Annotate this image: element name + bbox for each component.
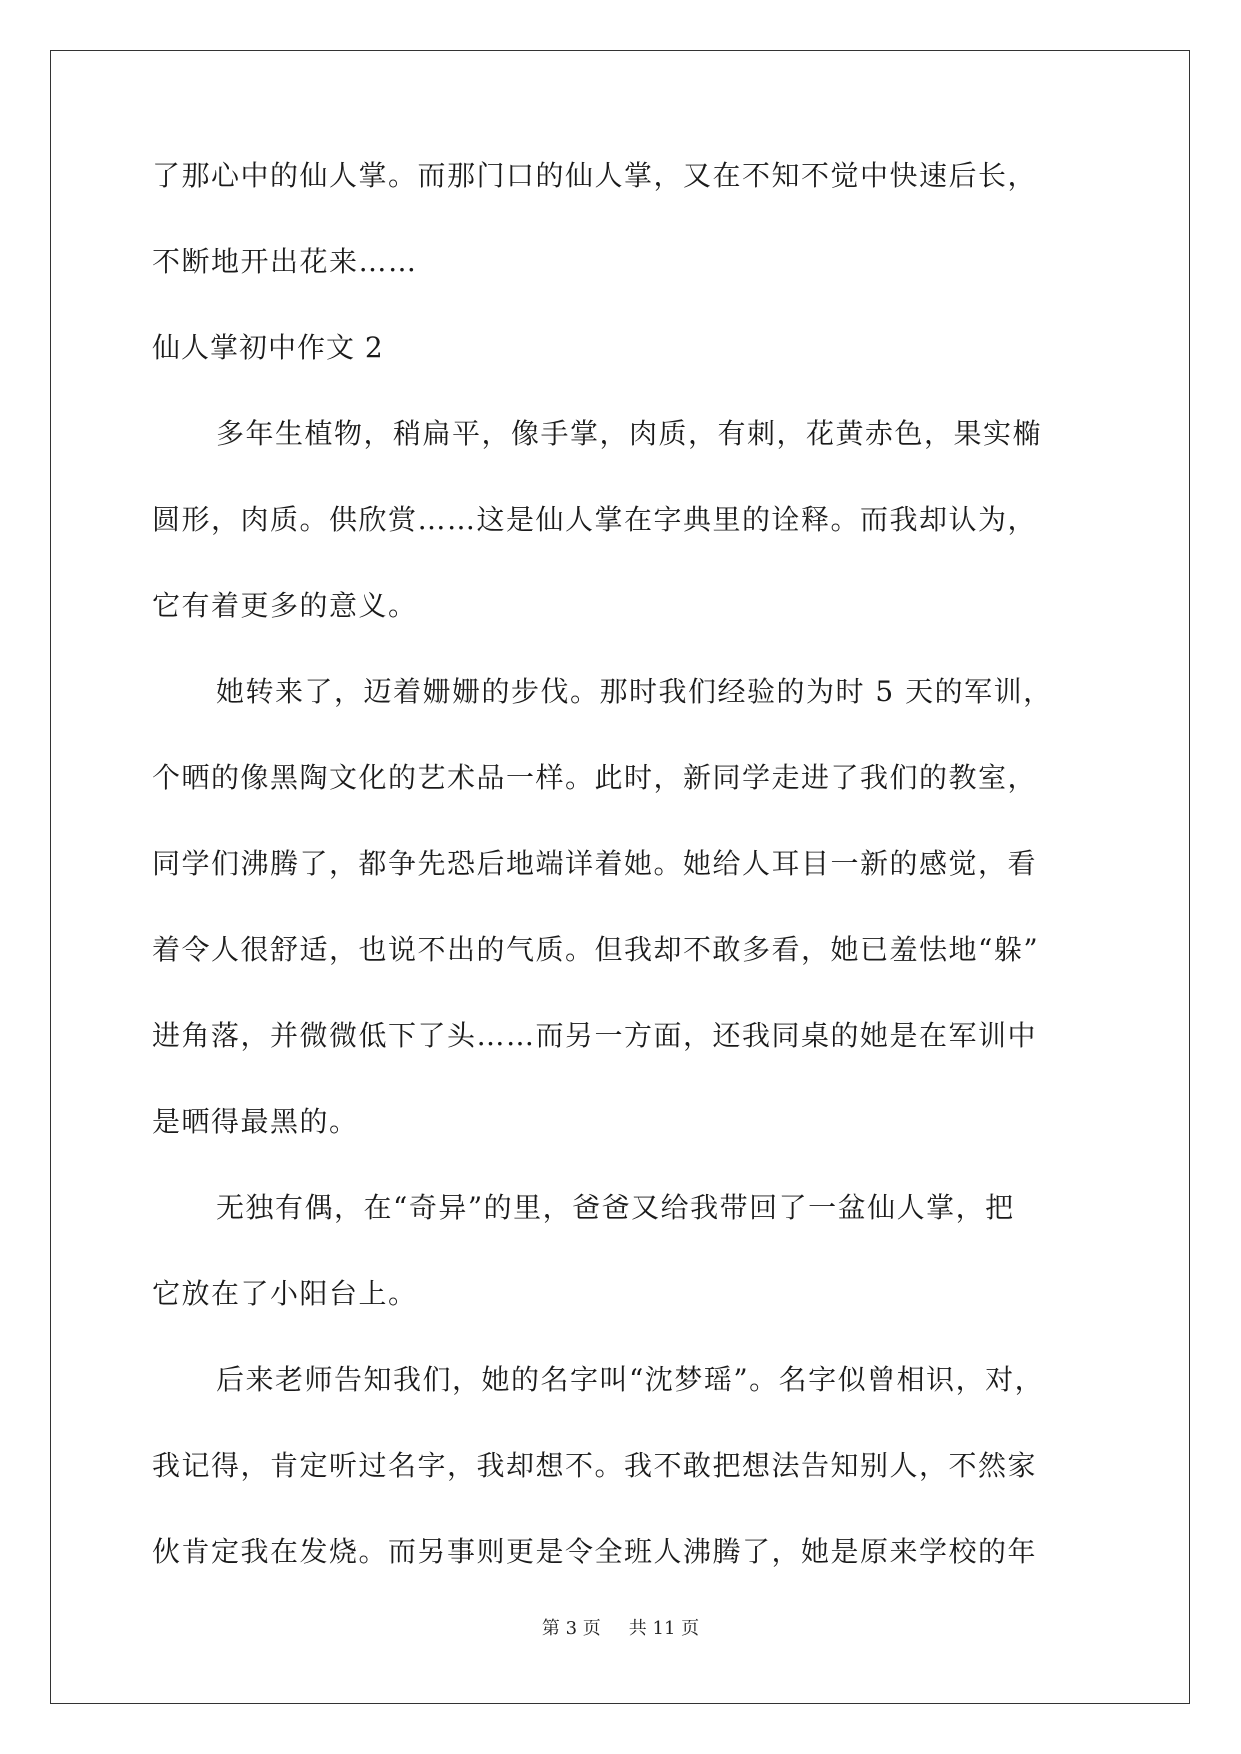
text-line: 伙肯定我在发烧。而另事则更是令全班人沸腾了，她是原来学校的年	[152, 1535, 1038, 1568]
text-line: 进角落，并微微低下了头……而另一方面，还我同桌的她是在军训中	[152, 1019, 1038, 1052]
text-line: 个晒的像黑陶文化的艺术品一样。此时，新同学走进了我们的教室，	[152, 761, 1038, 794]
document-body	[152, 155, 1092, 1617]
text-line: 了那心中的仙人掌。而那门口的仙人掌，又在不知不觉中快速后长，	[152, 159, 1038, 192]
text-line: 同学们沸腾了，都争先恐后地端详着她。她给人耳目一新的感觉，看	[152, 847, 1038, 880]
text-line: 不断地开出花来……	[152, 245, 418, 278]
text-line: 后来老师告知我们，她的名字叫“沈梦瑶”。名字似曾相识，对，	[216, 1363, 1045, 1396]
text-line: 我记得，肯定听过名字，我却想不。我不敢把想法告知别人，不然家	[152, 1449, 1038, 1482]
page-footer	[0, 1614, 1241, 1640]
text-line: 它放在了小阳台上。	[152, 1277, 418, 1310]
text-line: 圆形，肉质。供欣赏……这是仙人掌在字典里的诠释。而我却认为，	[152, 503, 1038, 536]
text-line: 它有着更多的意义。	[152, 589, 418, 622]
text-line: 是晒得最黑的。	[152, 1105, 359, 1138]
text-line: 着令人很舒适，也说不出的气质。但我却不敢多看，她已羞怯地“躲”	[152, 933, 1040, 966]
text-line: 她转来了，迈着姗姗的步伐。那时我们经验的为时 5 天的军训，	[216, 675, 1053, 708]
text-line: 多年生植物，稍扁平，像手掌，肉质，有刺，花黄赤色，果实椭	[216, 417, 1043, 450]
total-pages: 共 11 页	[628, 1618, 700, 1639]
text-line: 无独有偶，在“奇异”的里，爸爸又给我带回了一盆仙人掌，把	[216, 1191, 1015, 1224]
section-heading: 仙人掌初中作文 2	[152, 331, 384, 364]
page-number: 第 3 页	[541, 1618, 601, 1639]
